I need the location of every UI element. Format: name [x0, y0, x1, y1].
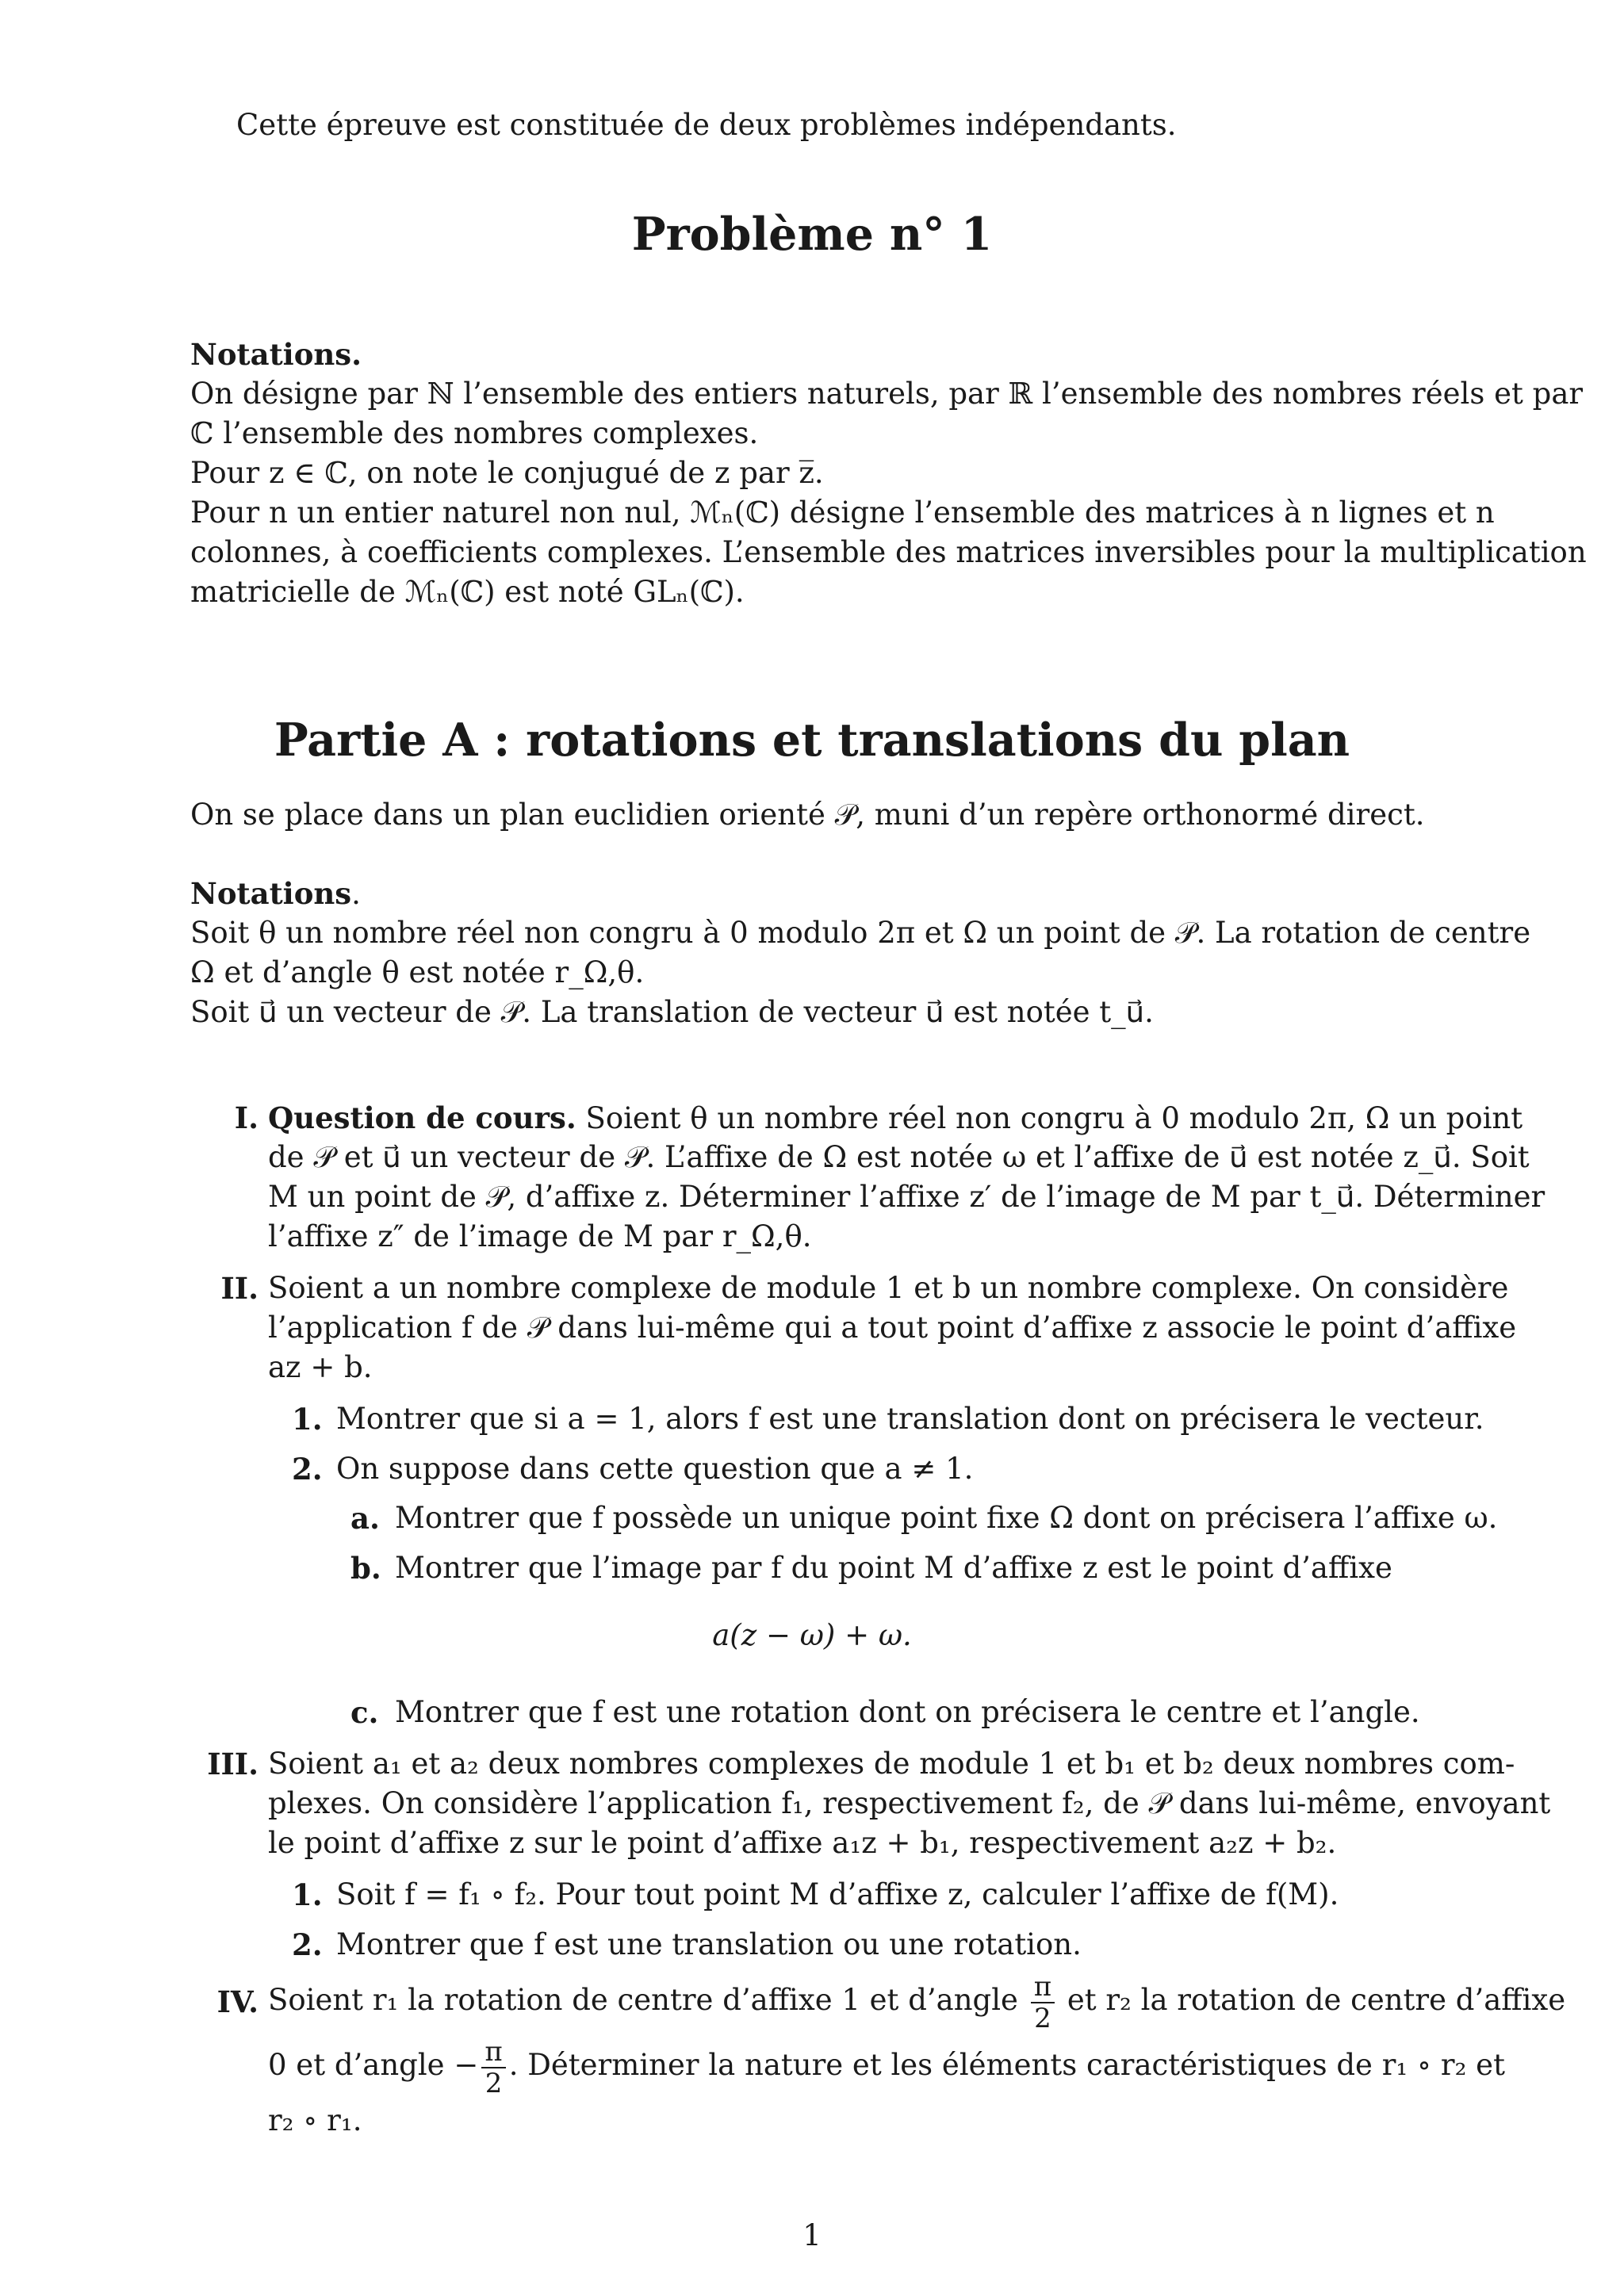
question-title: Question de cours. [268, 1100, 576, 1135]
subquestion-label: a. [350, 1501, 380, 1536]
subquestion-text: Montrer que f possède un unique point fixe Ω dont on précisera l’affixe ω. [395, 1501, 1498, 1535]
notations-heading-2 [190, 874, 1467, 914]
page-number: 1 [802, 2218, 822, 2252]
notations-heading-punct: . [351, 877, 361, 911]
subquestion-text: On suppose dans cette question que a ≠ 1. [336, 1452, 974, 1486]
subquestion-text: Montrer que l’image par f du point M d’affixe z est le point d’affixe [395, 1551, 1392, 1585]
notations-heading-word: Notations [190, 876, 352, 911]
subquestion-label: 1. [292, 1402, 323, 1437]
question-line: az + b. [268, 1350, 373, 1384]
question-text-part: . Déterminer la nature et les éléments caractéristiques de r₁ ∘ r₂ et [508, 2048, 1505, 2082]
display-equation: a(z − ω) + ω. [712, 1618, 912, 1652]
notation-line: ℂ l’ensemble des nombres complexes. [190, 416, 759, 450]
question-line: le point d’affixe z sur le point d’affixe a₁z + b₁, respectivement a₂z + b₂. [268, 1826, 1337, 1860]
subquestion-label: 2. [292, 1452, 323, 1487]
question-line: Soient a₁ et a₂ deux nombres complexes de module 1 et b₁ et b₂ deux nombres com- [268, 1747, 1515, 1781]
question-line: plexes. On considère l’application f₁, respectivement f₂, de 𝒫 dans lui-même, envoyant [268, 1786, 1551, 1820]
fraction [1031, 1972, 1055, 2034]
notation-line: Pour z ∈ ℂ, on note le conjugué de z par z̅. [190, 456, 824, 490]
subquestion-label: b. [350, 1551, 381, 1586]
subquestion-text: Soit f = f₁ ∘ f₂. Pour tout point M d’affixe z, calculer l’affixe de f(M). [336, 1877, 1339, 1911]
question-label: II. [220, 1271, 259, 1306]
notation-line: matricielle de ℳₙ(ℂ) est noté GLₙ(ℂ). [190, 575, 745, 609]
part-title: Partie A : rotations et translations du plan [274, 714, 1350, 767]
notation-line: Pour n un entier naturel non nul, ℳₙ(ℂ) désigne l’ensemble des matrices à n lignes et n [190, 496, 1495, 530]
notations-heading: Notations. [190, 337, 362, 372]
fraction [481, 2037, 505, 2099]
question-text-part: et r₂ la rotation de centre d’affixe [1067, 1983, 1566, 2017]
question-line: Soient a un nombre complexe de module 1 et b un nombre complexe. On considère [268, 1271, 1509, 1305]
question-label: III. [207, 1747, 259, 1781]
question-line: M un point de 𝒫, d’affixe z. Déterminer l’affixe z′ de l’image de M par t_u⃗. Déterminer [268, 1180, 1545, 1214]
problem-title: Problème n° 1 [631, 208, 993, 261]
subquestion-label: c. [350, 1695, 379, 1730]
question-label: IV. [216, 1984, 259, 2019]
question-line [268, 2030, 1505, 2101]
fraction-numerator: π [481, 2037, 505, 2068]
question-line: l’affixe z″ de l’image de M par r_Ω,θ. [268, 1219, 812, 1253]
subquestion-text: Montrer que f est une translation ou une rotation. [336, 1927, 1082, 1961]
fraction-denominator: 2 [1034, 2002, 1051, 2034]
notation-line: Soit θ un nombre réel non congru à 0 modulo 2π et Ω un point de 𝒫. La rotation de centre [190, 916, 1531, 950]
question-label: I. [234, 1100, 259, 1135]
subquestion-text: Montrer que si a = 1, alors f est une translation dont on précisera le vecteur. [336, 1402, 1484, 1436]
notation-line: Soit u⃗ un vecteur de 𝒫. La translation de vecteur u⃗ est notée t_u⃗. [190, 995, 1154, 1029]
question-line [268, 1965, 1566, 2036]
fraction-numerator: π [1031, 1972, 1055, 2003]
question-line: r₂ ∘ r₁. [268, 2103, 362, 2137]
question-line: l’application f de 𝒫 dans lui-même qui a tout point d’affixe z associe le point d’affixe [268, 1311, 1517, 1345]
fraction-denominator: 2 [485, 2067, 503, 2099]
subquestion-text: Montrer que f est une rotation dont on précisera le centre et l’angle. [395, 1695, 1420, 1729]
notation-line: On désigne par ℕ l’ensemble des entiers naturels, par ℝ l’ensemble des nombres réels et par [190, 377, 1584, 411]
question-text-part: Soient r₁ la rotation de centre d’affixe 1 et d’angle [268, 1983, 1018, 2017]
part-intro: On se place dans un plan euclidien orienté 𝒫, muni d’un repère orthonormé direct. [190, 798, 1425, 832]
question-text [268, 1098, 1523, 1138]
subquestion-label: 1. [292, 1877, 323, 1912]
notation-line: colonnes, à coefficients complexes. L’ensemble des matrices inversibles pour la multiplication [190, 535, 1587, 569]
intro-text: Cette épreuve est constituée de deux problèmes indépendants. [236, 108, 1177, 142]
question-text-part: 0 et d’angle − [268, 2048, 479, 2082]
subquestion-label: 2. [292, 1927, 323, 1962]
question-line: de 𝒫 et u⃗ un vecteur de 𝒫. L’affixe de Ω est notée ω et l’affixe de u⃗ est notée z_u⃗. Soit [268, 1140, 1530, 1174]
notation-line: Ω et d’angle θ est notée r_Ω,θ. [190, 955, 645, 989]
question-line: Soient θ un nombre réel non congru à 0 modulo 2π, Ω un point [576, 1101, 1523, 1135]
